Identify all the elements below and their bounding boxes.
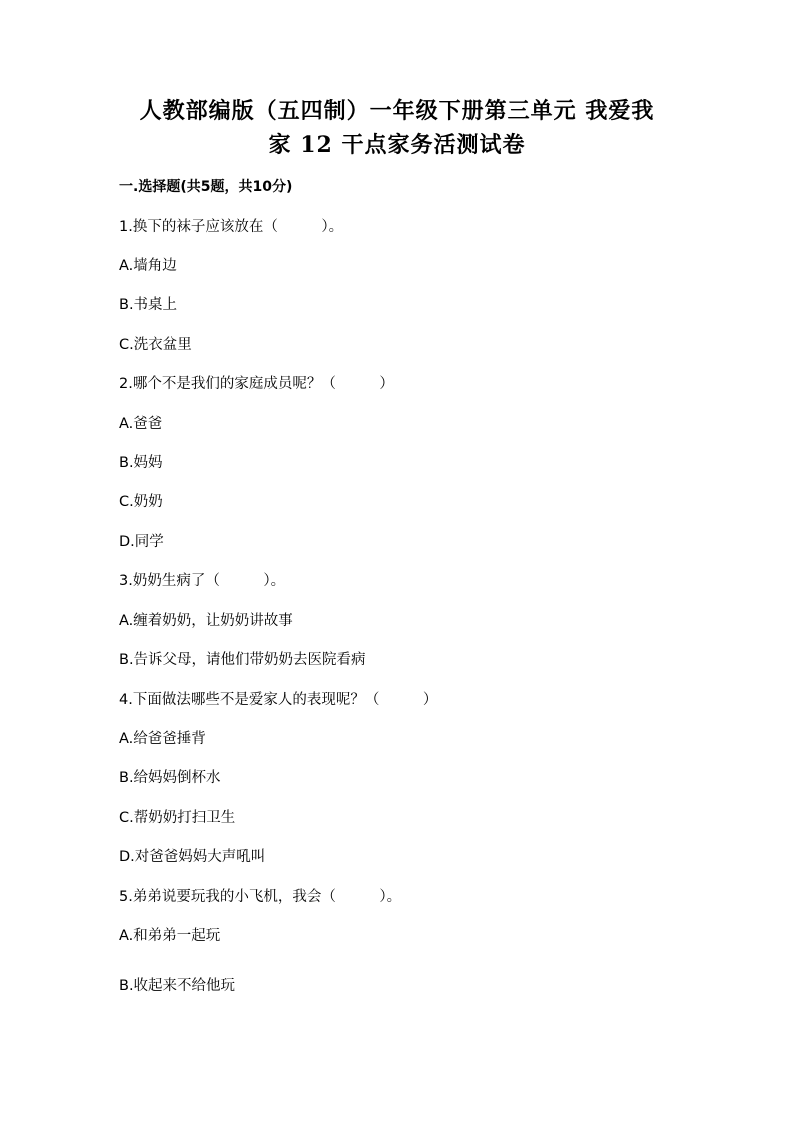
question-4-option-a: A.给爸爸捶背 — [119, 731, 206, 747]
question-3-option-a: A.缠着奶奶，让奶奶讲故事 — [119, 613, 293, 629]
question-2-option-b: B.妈妈 — [119, 455, 163, 471]
question-3-stem: 3.奶奶生病了（ ）。 — [119, 573, 286, 589]
question-4-option-b: B.给妈妈倒杯水 — [119, 770, 221, 786]
question-4-stem: 4.下面做法哪些不是爱家人的表现呢？（ ） — [119, 692, 438, 708]
exam-title-line-1: 人教部编版（五四制）一年级下册第三单元 我爱我 — [139, 98, 655, 124]
question-1-option-a: A.墙角边 — [119, 258, 177, 274]
question-2-stem: 2.哪个不是我们的家庭成员呢？（ ） — [119, 376, 394, 392]
question-3-option-b: B.告诉父母，请他们带奶奶去医院看病 — [119, 652, 366, 668]
question-4-option-c: C.帮奶奶打扫卫生 — [119, 810, 236, 826]
question-5-option-b: B.收起来不给他玩 — [119, 978, 236, 994]
section-heading: 一.选择题(共5题，共10分) — [119, 179, 293, 195]
question-5-option-a: A.和弟弟一起玩 — [119, 928, 221, 944]
question-1-option-b: B.书桌上 — [119, 297, 178, 313]
question-5-stem: 5.弟弟说要玩我的小飞机，我会（ ）。 — [119, 889, 402, 905]
question-1-option-c: C.洗衣盆里 — [119, 337, 192, 353]
question-4-option-d: D.对爸爸妈妈大声吼叫 — [119, 849, 266, 865]
question-2-option-a: A.爸爸 — [119, 416, 163, 432]
exam-title-line-2: 家 12 干点家务活测试卷 — [268, 132, 526, 158]
question-1-stem: 1.换下的袜子应该放在（ ）。 — [119, 219, 344, 235]
question-2-option-d: D.同学 — [119, 534, 164, 550]
question-2-option-c: C.奶奶 — [119, 494, 163, 510]
